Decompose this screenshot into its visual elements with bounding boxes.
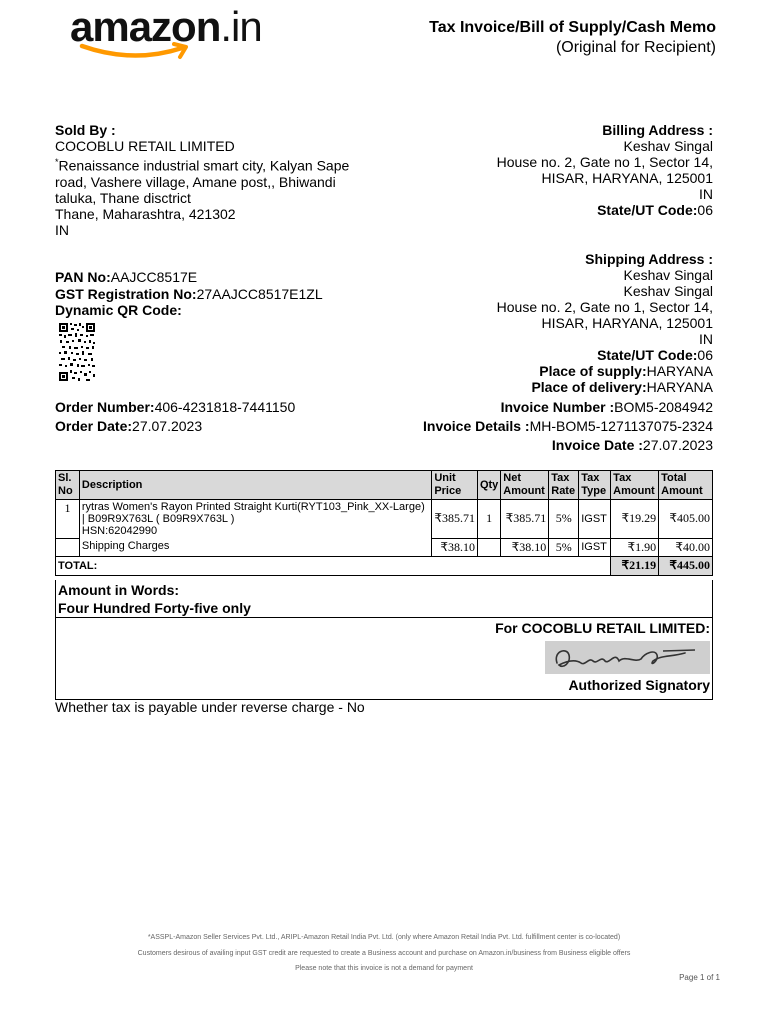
cell-net-amount: ₹385.71 [501, 500, 549, 539]
invoice-details-value: MH-BOM5-1271137075-2324 [529, 418, 713, 434]
line-items-table [55, 470, 713, 576]
billing-state-label: State/UT Code: [597, 202, 698, 218]
place-of-supply-label: Place of supply: [539, 363, 647, 379]
place-of-supply-value: HARYANA [646, 363, 713, 379]
footer-line: Customers desirous of availing input GST credit are requested to create a Business account and purchase on Amazon.in/business from Business eligible offers [137, 950, 631, 957]
cell-qty: 1 [477, 500, 500, 539]
table-header-row [56, 471, 713, 500]
amount-in-words-label: Amount in Words: [58, 582, 180, 598]
cell-tax-amount: ₹1.90 [611, 538, 659, 556]
cell-qty [477, 538, 500, 556]
seller-address-line: taluka, Thane disctrict [55, 189, 191, 206]
cell-net-amount: ₹38.10 [501, 538, 549, 556]
footer-line: *ASSPL-Amazon Seller Services Pvt. Ltd., ARIPL-Amazon Retail India Pvt. Ltd. (only where Amazon Retail India Pvt. Ltd. fulfillment center is co-located) [147, 934, 621, 941]
table-row [56, 500, 713, 539]
seller-name: COCOBLU RETAIL LIMITED [55, 138, 235, 154]
order-date-value: 27.07.2023 [132, 418, 203, 434]
cell-unit-price: ₹385.71 [432, 500, 478, 539]
shipping-line: HISAR, HARYANA, 125001 [541, 315, 713, 331]
col-header-sl: Sl. No [56, 471, 80, 500]
total-label: TOTAL: [56, 556, 611, 575]
order-number-value: 406-4231818-7441150 [154, 399, 296, 415]
invoice-date-label: Invoice Date : [551, 437, 643, 453]
shipping-line: Keshav Singal [623, 283, 713, 299]
shipping-state-label: State/UT Code: [597, 347, 698, 363]
title-subtitle: (Original for Recipient) [555, 39, 716, 56]
seller-address-line: Thane, Maharashtra, 421302 [55, 205, 236, 222]
shipping-line: House no. 2, Gate no 1, Sector 14, [496, 299, 713, 315]
cell-tax-rate: 5% [549, 500, 579, 539]
invoice-details-label: Invoice Details : [423, 418, 530, 434]
cell-total-amount: ₹405.00 [659, 500, 713, 539]
billing-line: Keshav Singal [623, 138, 713, 154]
billing-address-block [413, 122, 713, 218]
col-header-description: Description [79, 471, 431, 500]
pan-value: AAJCC8517E [110, 269, 198, 285]
order-number-label: Order Number: [55, 399, 155, 415]
seller-address-line: road, Vashere village, Amane post,, Bhiwandi [55, 173, 336, 190]
col-header-tax-type: Tax Type [579, 471, 611, 500]
billing-line: House no. 2, Gate no 1, Sector 14, [496, 154, 713, 170]
cell-unit-price: ₹38.10 [432, 538, 478, 556]
table-row [56, 538, 713, 556]
amazon-logo [70, 4, 280, 66]
signature-scribble-icon [545, 641, 710, 674]
cell-tax-type: IGST [579, 538, 611, 556]
page-number: Page 1 of 1 [679, 973, 720, 982]
cell-tax-rate: 5% [549, 538, 579, 556]
seller-marker: * [55, 157, 59, 167]
seller-address-line: IN [55, 221, 69, 238]
seller-block [55, 122, 385, 238]
cell-tax-type: IGST [579, 500, 611, 539]
logo-name: amazon [70, 3, 221, 50]
shipping-line: IN [699, 331, 713, 347]
shipping-address-block [413, 251, 713, 395]
order-date-label: Order Date: [55, 418, 133, 434]
for-company-label: For COCOBLU RETAIL LIMITED: [495, 620, 710, 636]
order-info-block [55, 398, 375, 436]
item-hsn: HSN:62042990 [81, 525, 158, 537]
qr-label: Dynamic QR Code: [55, 302, 182, 318]
seller-address-line: Renaissance industrial smart city, Kalyan Sape [58, 157, 350, 174]
gst-label: GST Registration No: [55, 285, 197, 302]
shipping-label: Shipping Address : [585, 251, 713, 267]
signature-image [545, 641, 710, 674]
amount-in-words-box [55, 580, 713, 618]
authorized-signatory-label: Authorized Signatory [568, 677, 710, 693]
col-header-tax-amount: Tax Amount [611, 471, 659, 500]
place-of-delivery-value: HARYANA [646, 379, 713, 395]
invoice-number-value: BOM5-2084942 [614, 399, 713, 415]
cell-sl [56, 538, 80, 556]
footer-line: Please note that this invoice is not a demand for payment [295, 965, 473, 972]
reverse-charge-note: Whether tax is payable under reverse charge - No [55, 699, 365, 715]
cell-description: Shipping Charges [79, 538, 431, 556]
cell-description [79, 500, 431, 539]
invoice-info-block [353, 398, 713, 455]
col-header-qty: Qty [477, 471, 500, 500]
shipping-line: Keshav Singal [623, 267, 713, 283]
cell-sl: 1 [56, 500, 80, 539]
sold-by-label: Sold By : [55, 122, 116, 138]
tax-ids-block [55, 269, 415, 319]
place-of-delivery-label: Place of delivery: [531, 379, 647, 395]
amazon-smile-icon [78, 42, 198, 62]
table-total-row [56, 556, 713, 575]
invoice-date-value: 27.07.2023 [642, 437, 713, 453]
title-main: Tax Invoice/Bill of Supply/Cash Memo [429, 19, 716, 36]
col-header-net-amount: Net Amount [501, 471, 549, 500]
total-amount: ₹445.00 [659, 556, 713, 575]
cell-total-amount: ₹40.00 [659, 538, 713, 556]
amount-in-words-value: Four Hundred Forty-five only [58, 600, 251, 616]
col-header-total-amount: Total Amount [659, 471, 713, 500]
invoice-number-label: Invoice Number : [500, 399, 615, 415]
billing-state-code: 06 [697, 202, 713, 218]
col-header-tax-rate: Tax Rate [549, 471, 579, 500]
shipping-state-code: 06 [697, 347, 713, 363]
billing-label: Billing Address : [602, 122, 713, 138]
gst-value: 27AAJCC8517E1ZL [196, 285, 323, 302]
col-header-unit-price: Unit Price [432, 471, 478, 500]
billing-line: IN [699, 186, 713, 202]
invoice-title [429, 18, 716, 58]
cell-tax-amount: ₹19.29 [611, 500, 659, 539]
billing-line: HISAR, HARYANA, 125001 [541, 170, 713, 186]
logo-tld: .in [220, 3, 262, 50]
item-description: rytras Women's Rayon Printed Straight Kurti(RYT103_Pink_XX-Large) | B09R9X763L ( B09R9X763L ) [81, 501, 425, 525]
total-tax: ₹21.19 [611, 556, 659, 575]
pan-label: PAN No: [55, 269, 111, 285]
qr-code-icon [58, 322, 96, 382]
